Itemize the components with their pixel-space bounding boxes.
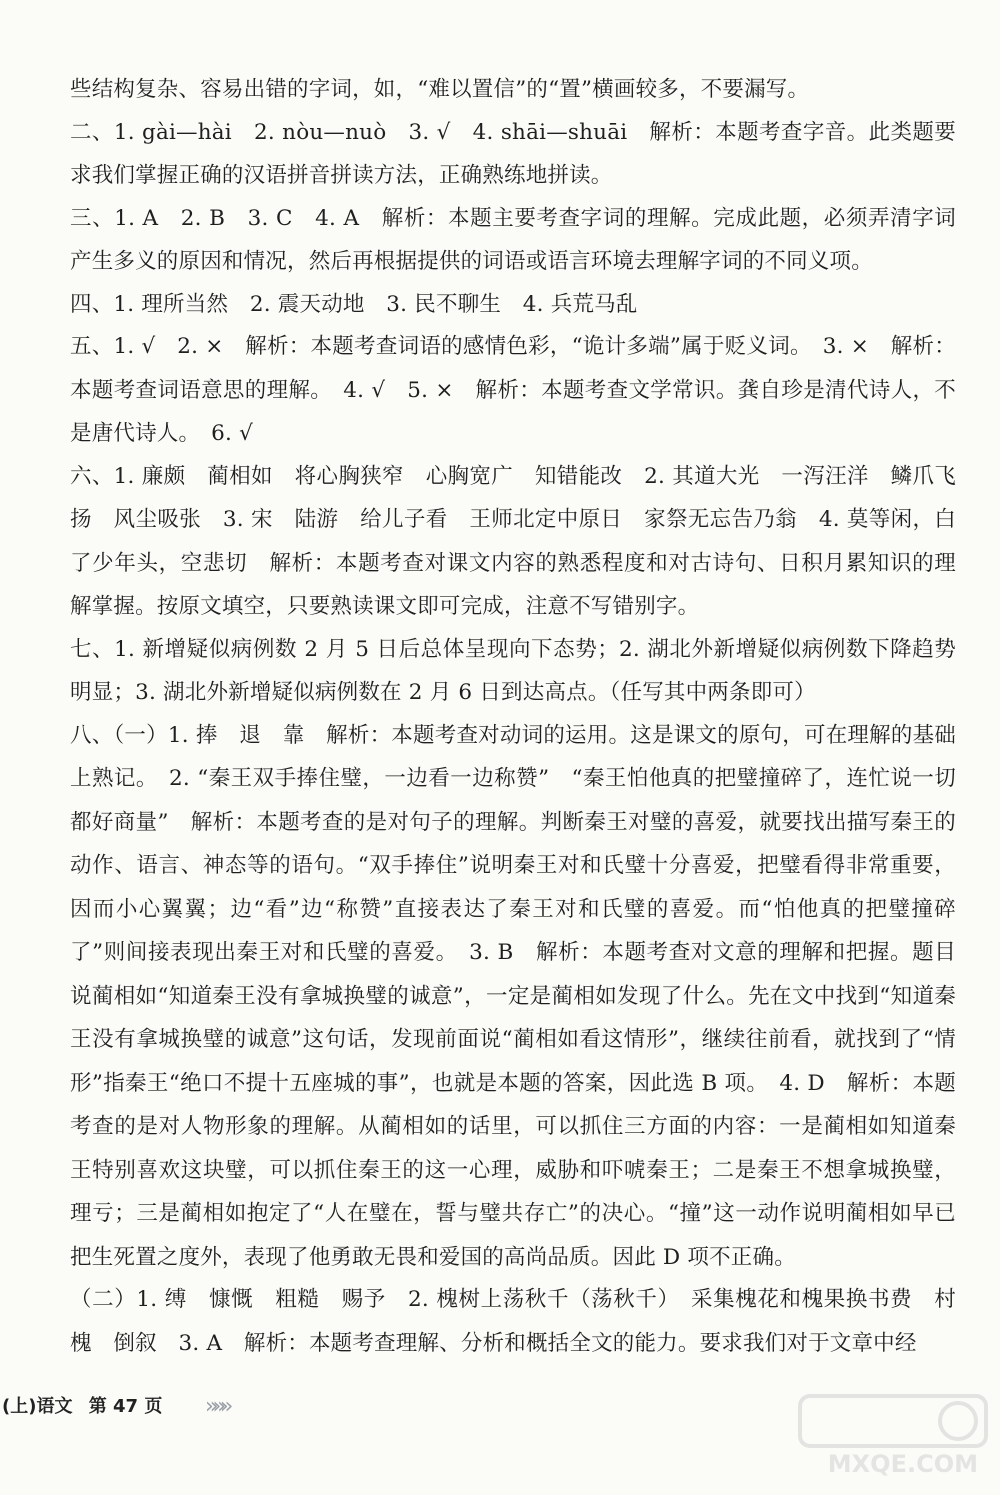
answer-paragraph: 四、1. 理所当然 2. 震天动地 3. 民不聊生 4. 兵荒马乱 bbox=[70, 291, 638, 317]
footer-subject: (上)语文 bbox=[2, 1396, 73, 1417]
answer-paragraph: （二）1. 缚 慷慨 粗糙 赐予 2. 槐树上荡秋千（荡秋千） 采集槐花和槐果换书费 村槐 倒叙 3. A 解析：本题考查理解、分析和概括全文的能力。要求我们对于文章中经 bbox=[70, 1287, 956, 1356]
answer-paragraph: 八、（一）1. 捧 退 靠 解析：本题考查对动词的运用。这是课文的原句，可在理解的基础上熟记。 2. “秦王双手捧住璧，一边看一边称赞” “秦王怕他真的把璧撞碎了，连忙说一切都好商量” 解析：本题考查的是对句子的理解。判断秦王对璧的喜爱，就要找出描写秦王的动作、语言、神态等的语句。“双手捧住”说明秦王对和氏璧十分喜爱，把璧看得非常重要，因而小心翼翼；边“看”边“称赞”直接表达了秦王对和氏璧的喜爱。而“怕他真的把璧撞碎了”则间接表现出秦王对和氏璧的喜爱。 3. B 解析：本题考查对文意的理解和把握。题目说蔺相如“知道秦王没有拿城换璧的诚意”，一定是蔺相如发现了什么。先在文中找到“知道秦王没有拿城换璧的诚意”这句话，发现前面说“蔺相如看这情形”，继续往前看，就找到了“情形”指秦王“绝口不提十五座城的事”，也就是本题的答案，因此选 B 项。 4. D 解析：本题考查的是对人物形象的理解。从蔺相如的话里，可以抓住三方面的内容：一是蔺相如知道秦王特别喜欢这块璧，可以抓住秦王的这一心理，威胁和吓唬秦王；二是秦王不想拿城换璧，理亏；三是蔺相如抱定了“人在璧在，誓与璧共存亡”的决心。“撞”这一动作说明蔺相如早已把生死置之度外，表现了他勇敢无畏和爱国的高尚品质。因此 D 项不正确。 bbox=[70, 722, 956, 1270]
footer-label bbox=[2, 1392, 172, 1418]
answer-paragraph: 七、1. 新增疑似病例数 2 月 5 日后总体呈现向下态势；2. 湖北外新增疑似病例数下降趋势明显；3. 湖北外新增疑似病例数在 2 月 6 日到达高点。（任写其中两条即可） bbox=[70, 636, 956, 705]
watermark-icon bbox=[798, 1392, 988, 1452]
watermark-url: MXQE.COM bbox=[827, 1450, 978, 1478]
page-number: 第 47 页 bbox=[88, 1396, 163, 1417]
arrow-decoration-icon: »»» bbox=[205, 1394, 228, 1419]
answer-paragraph: 二、1. gài—hài 2. nòu—nuò 3. √ 4. shāi—shuāi 解析：本题考查字音。此类题要求我们掌握正确的汉语拼音拼读方法，正确熟练地拼读。 bbox=[70, 119, 956, 188]
answer-paragraph: 六、1. 廉颇 蔺相如 将心胸狭窄 心胸宽广 知错能改 2. 其道大光 一泻汪洋 鳞爪飞扬 风尘吸张 3. 宋 陆游 给儿子看 王师北定中原日 家祭无忘告乃翁 4. 莫等闲，白了少年头，空悲切 解析：本题考查对课文内容的熟悉程度和对古诗句、日积月累知识的理解掌握。按原文填空，只要熟读课文即可完成，注意不写错别字。 bbox=[70, 463, 956, 619]
answer-paragraph: 五、1. √ 2. × 解析：本题考查词语的感情色彩，“诡计多端”属于贬义词。 3. × 解析：本题考查词语意思的理解。 4. √ 5. × 解析：本题考查文学常识。龚自珍是清代诗人，不是唐代诗人。 6. √ bbox=[70, 334, 956, 446]
answer-paragraph: 三、1. A 2. B 3. C 4. A 解析：本题主要考查字词的理解。完成此题，必须弄清字词产生多义的原因和情况，然后再根据提供的词语或语言环境去理解字词的不同义项。 bbox=[70, 205, 956, 274]
watermark-logo bbox=[798, 1392, 988, 1487]
answer-paragraph: 些结构复杂、容易出错的字词，如，“难以置信”的“置”横画较多，不要漏写。 bbox=[70, 77, 810, 102]
